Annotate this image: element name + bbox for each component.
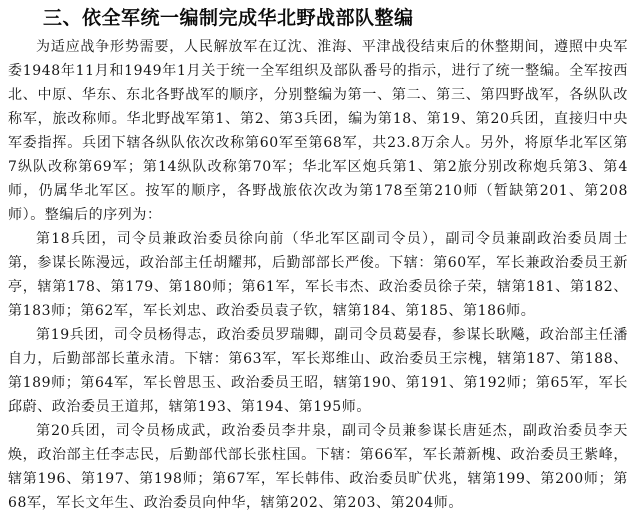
section-heading: 三、依全军统一编制完成华北野战部队整编: [43, 7, 414, 29]
army-group-18-paragraph: 第18兵团，司令员兼政治委员徐向前（华北军区副司令员），副司令员兼副政治委员周士第，参谋长陈漫远，政治部主任胡耀邦，后勤部部长严俊。下辖：第60军，军长兼政治委员王新亭，辖第178、第179、第180师；第61军，军长韦杰、政治委员徐子荣，辖第181、第182、第183师；第62军，军长刘忠、政治委员袁子钦，辖第184、第185、第186师。: [8, 231, 628, 319]
army-group-19-paragraph: 第19兵团，司令员杨得志，政治委员罗瑞卿，副司令员葛晏春，参谋长耿飚，政治部主任潘自力，后勤部部长董永清。下辖：第63军，军长郑维山、政治委员王宗槐，辖第187、第188、第189师；第64军，军长曾思玉、政治委员王昭，辖第190、第191、第192师；第65军，军长邱蔚、政治委员王道邦，辖第193、第194、第195师。: [8, 327, 628, 415]
section-body: [8, 35, 628, 515]
intro-paragraph: 为适应战争形势需要，人民解放军在辽沈、淮海、平津战役结束后的休整期间，遵照中央军委1948年11月和1949年1月关于统一全军组织及部队番号的指示，进行了统一整编。全军按西北、中原、华东、东北各野战军的顺序，分别整编为第一、第二、第三、第四野战军，各纵队改称军，旅改称师。华北野战军第1、第2、第3兵团，编为第18、第19、第20兵团，直接归中央军委指挥。兵团下辖各纵队依次改称第60军至第68军，共23.8万余人。另外，将原华北军区第7纵队改称第69军；第14纵队改称第70军；华北军区炮兵第1、第2旅分别改称炮兵第3、第4师，仍属华北军区。按军的顺序，各野战旅依次改为第178至第210师（暂缺第201、第208师）。整编后的序列为：: [8, 39, 628, 223]
army-group-20-paragraph: 第20兵团，司令员杨成武，政治委员李井泉，副司令员兼参谋长唐延杰，副政治委员李天焕，政治部主任李志民，后勤部代部长张柱国。下辖：第66军，军长萧新槐、政治委员王紫峰，辖第196、第197、第198师；第67军，军长韩伟、政治委员旷伏兆，辖第199、第200师；第68军，军长文年生、政治委员向仲华，辖第202、第203、第204师。: [8, 423, 628, 511]
